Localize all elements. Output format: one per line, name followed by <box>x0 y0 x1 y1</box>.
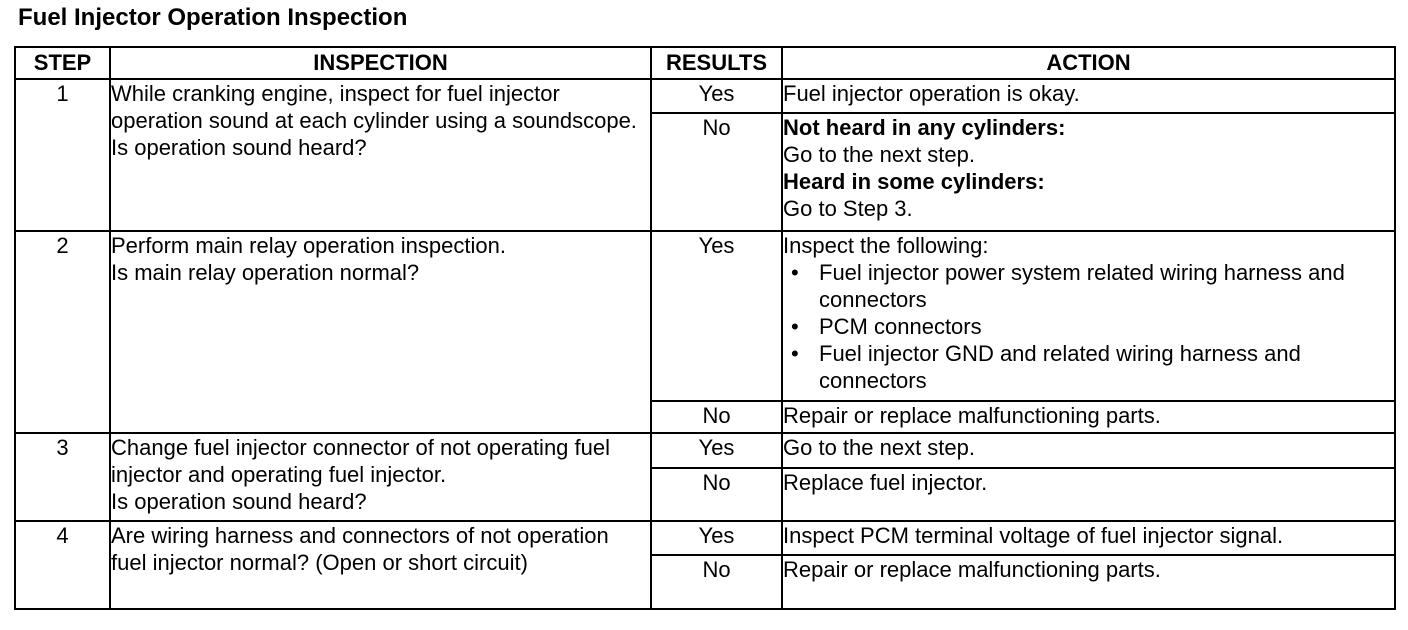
list-item: • PCM connectors <box>819 313 1394 340</box>
inspection-text <box>110 521 651 609</box>
action-text: Repair or replace malfunctioning parts. <box>782 555 1395 609</box>
inspection-text <box>110 433 651 521</box>
inspection-instruction: Perform main relay operation inspection. <box>111 233 506 258</box>
table-row <box>15 231 1395 401</box>
action-text: Repair or replace malfunctioning parts. <box>782 401 1395 433</box>
result-no: No <box>651 555 782 609</box>
result-no: No <box>651 401 782 433</box>
action-condition: Heard in some cylinders: <box>783 169 1045 194</box>
page-title: Fuel Injector Operation Inspection <box>18 4 408 31</box>
result-no: No <box>651 113 782 231</box>
result-yes: Yes <box>651 521 782 555</box>
step-number: 4 <box>15 521 110 609</box>
action-text: Go to the next step. <box>782 433 1395 468</box>
inspection-text <box>110 231 651 433</box>
action-instruction: Go to the next step. <box>783 142 976 167</box>
header-results: RESULTS <box>651 47 782 79</box>
inspection-question: Is main relay operation normal? <box>111 260 420 285</box>
inspection-instruction: Are wiring harness and connectors of not operation fuel injector normal? (Open or short circuit) <box>111 523 609 575</box>
inspection-instruction: While cranking engine, inspect for fuel injector operation sound at each cylinder using a soundscope. <box>111 81 637 133</box>
action-text <box>782 113 1395 231</box>
action-text <box>782 231 1395 401</box>
result-yes: Yes <box>651 79 782 113</box>
inspection-text <box>110 79 651 231</box>
table-row <box>15 79 1395 113</box>
header-action: ACTION <box>782 47 1395 79</box>
header-step: STEP <box>15 47 110 79</box>
step-number: 2 <box>15 231 110 433</box>
step-number: 1 <box>15 79 110 231</box>
action-intro: Inspect the following: <box>783 233 989 258</box>
list-item: • Fuel injector power system related wiring harness and connectors <box>819 259 1394 313</box>
inspection-question: Is operation sound heard? <box>111 489 367 514</box>
action-text: Inspect PCM terminal voltage of fuel injector signal. <box>782 521 1395 555</box>
action-text: Replace fuel injector. <box>782 468 1395 521</box>
action-text: Fuel injector operation is okay. <box>782 79 1395 113</box>
result-no: No <box>651 468 782 521</box>
action-condition: Not heard in any cylinders: <box>783 115 1066 140</box>
inspection-instruction: Change fuel injector connector of not operating fuel injector and operating fuel injector. <box>111 435 610 487</box>
result-yes: Yes <box>651 433 782 468</box>
list-item: • Fuel injector GND and related wiring harness and connectors <box>819 340 1394 394</box>
inspection-question: Is operation sound heard? <box>111 135 367 160</box>
inspect-list <box>783 259 1394 394</box>
inspection-table <box>14 46 1396 610</box>
header-row <box>15 47 1395 79</box>
table-row <box>15 433 1395 468</box>
header-inspection: INSPECTION <box>110 47 651 79</box>
action-instruction: Go to Step 3. <box>783 196 913 221</box>
step-number: 3 <box>15 433 110 521</box>
result-yes: Yes <box>651 231 782 401</box>
table-row <box>15 521 1395 555</box>
